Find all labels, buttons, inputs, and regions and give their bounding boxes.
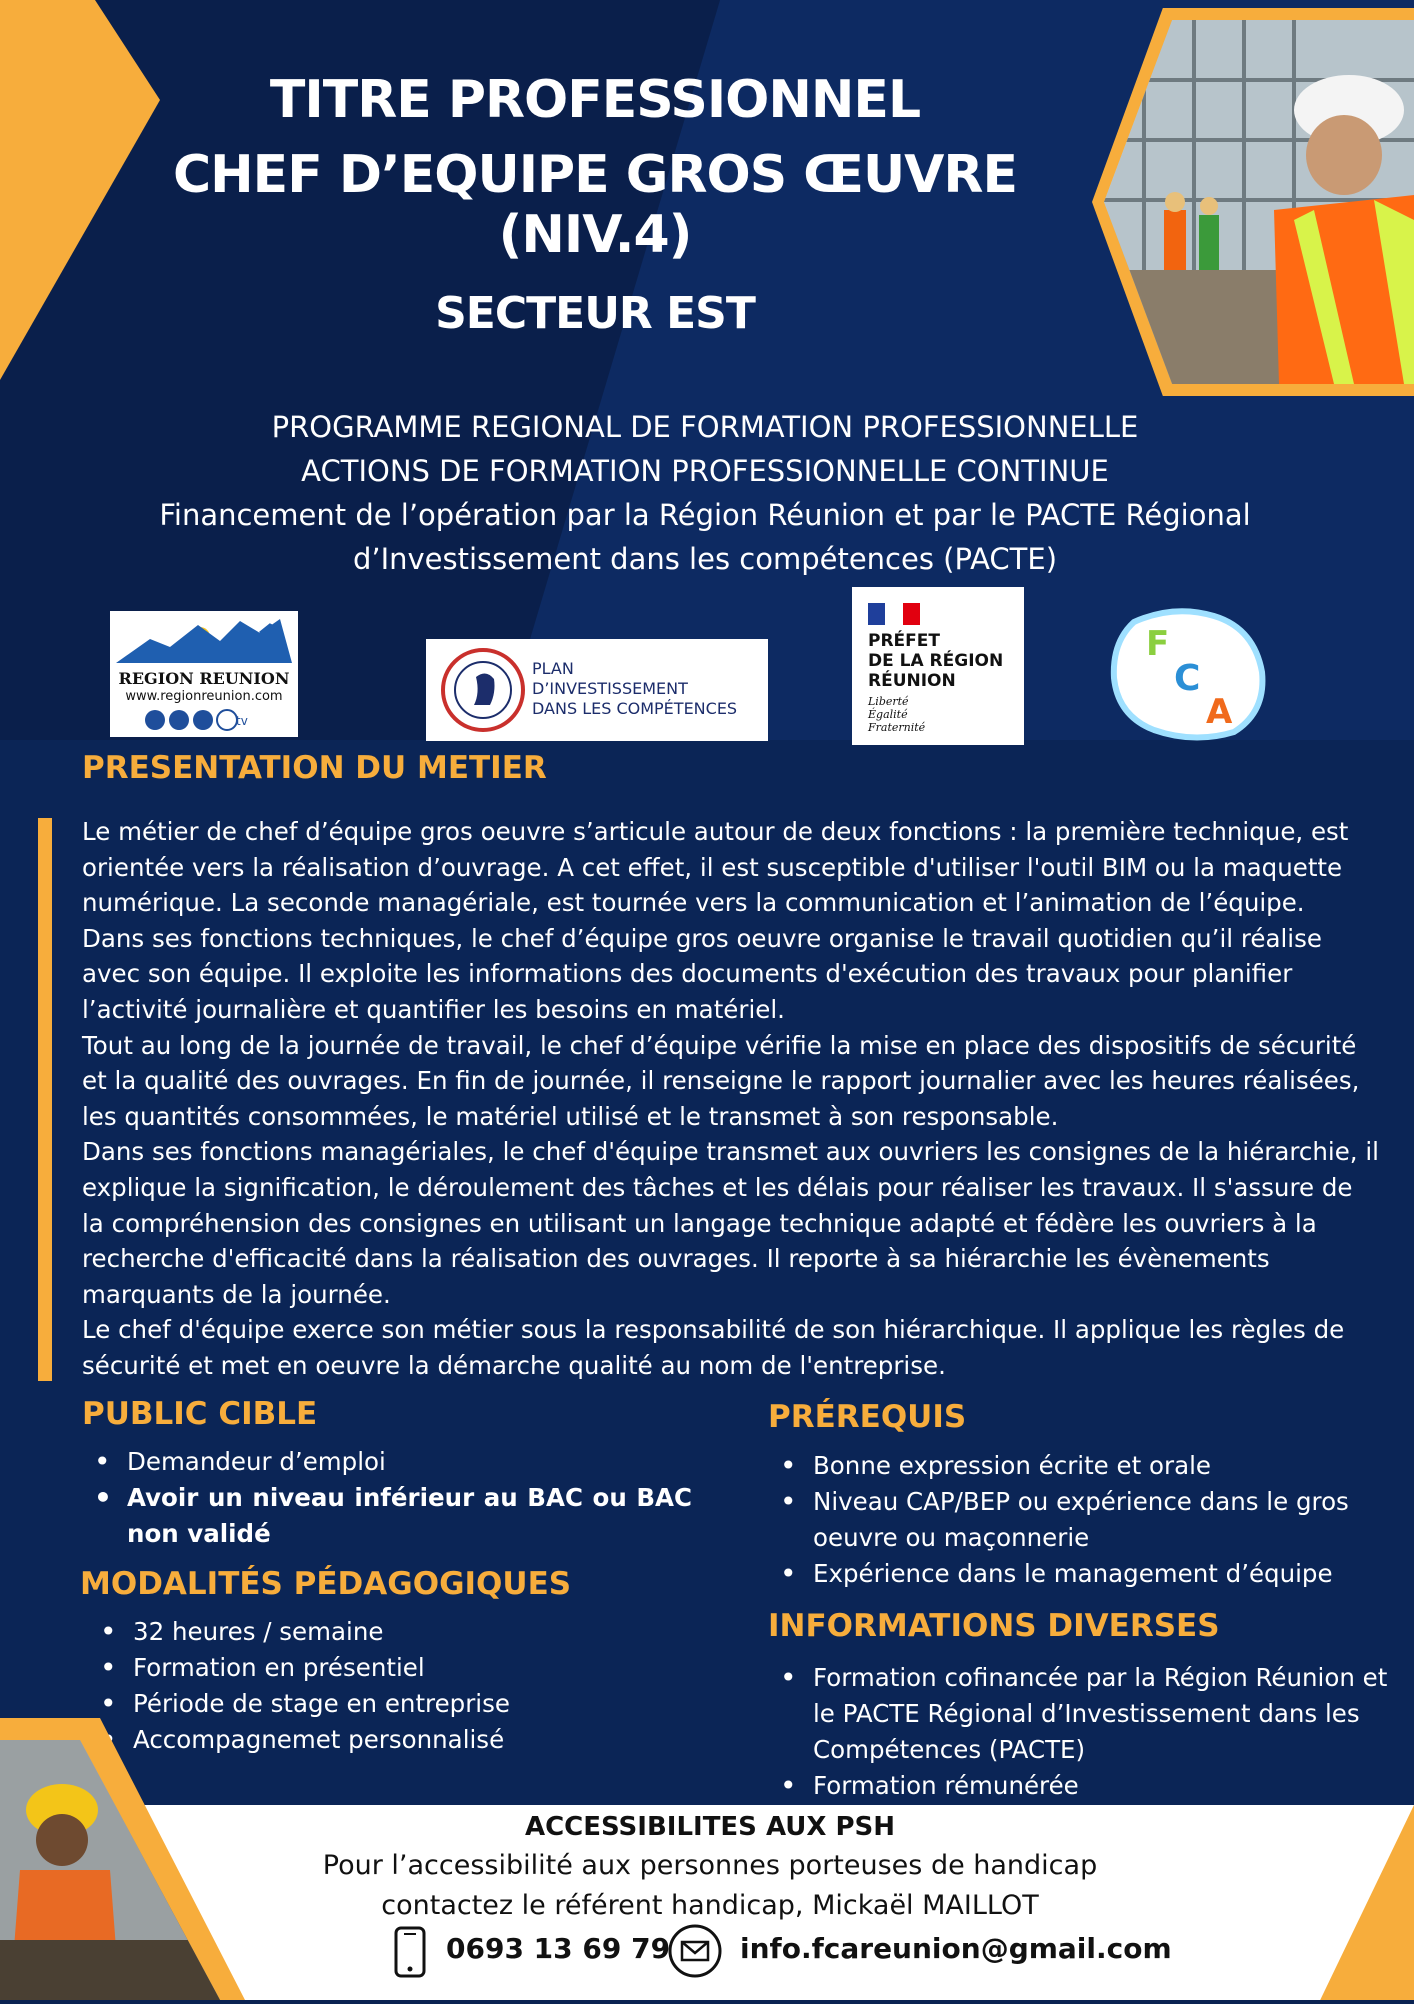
list-item: • Expérience dans le management d’équipe [768, 1556, 1388, 1592]
social-media-icons [144, 709, 264, 731]
program-line-1: PROGRAMME REGIONAL DE FORMATION PROFESSIONNELLE [271, 410, 1139, 444]
presentation-title: PRESENTATION DU METIER [82, 750, 547, 786]
public-cible-title: PUBLIC CIBLE [82, 1396, 318, 1432]
accessibility-title: ACCESSIBILITES AUX PSH [524, 1812, 896, 1842]
marianne-seal-icon [440, 647, 526, 733]
fca-letter-f: F [1146, 624, 1170, 664]
program-description [80, 405, 1330, 581]
list-item: • Période de stage en entreprise [88, 1686, 698, 1722]
prefet-line-3: RÉUNION [868, 671, 956, 691]
fca-letter-a: A [1206, 692, 1233, 732]
presentation-accent-bar [38, 818, 52, 1381]
phone-number[interactable]: 0693 13 69 79 [446, 1932, 671, 1965]
program-line-2: ACTIONS DE FORMATION PROFESSIONNELLE CONTINUE [301, 454, 1109, 488]
presentation-paragraph-1: Le métier de chef d’équipe gros oeuvre s’articule autour de deux fonctions : la première technique, est orientée vers la réalisation d’ouvrage. A cet effet, il est susceptible d'utiliser l'outil BIM ou la maquette numérique. La seconde managériale, est tournée vers la communication et l’animation de l’équipe. [82, 817, 1349, 918]
presentation-paragraph-3: Tout au long de la journée de travail, le chef d’équipe vérifie la mise en place des dispositifs de sécurité et la qualité des ouvrages. En fin de journée, il renseigne le rapport journalier avec les heures réalisées, les quantités consommées, le matériel utilisé et le transmet à son responsable. [82, 1030, 1360, 1131]
public-cible-list [82, 1444, 692, 1552]
prefet-motto [868, 695, 925, 734]
list-item: • Avoir un niveau inférieur au BAC ou BAC non validé [82, 1480, 692, 1552]
prefet-line-2: DE LA RÉGION [868, 651, 1004, 671]
region-reunion-logo [110, 611, 298, 737]
prerequis-list [768, 1448, 1388, 1592]
modalites-title: MODALITÉS PÉDAGOGIQUES [80, 1566, 572, 1602]
list-item: • Accompagnemet personnalisé [88, 1722, 698, 1758]
french-flag-icon [868, 603, 920, 625]
list-item: • 32 heures / semaine [88, 1614, 698, 1650]
pic-logo-text [532, 659, 737, 719]
fca-logo [1104, 602, 1270, 746]
prefet-motto-3: Fraternité [868, 721, 926, 734]
title-line-2: CHEF D’EQUIPE GROS ŒUVRE (NIV.4) [173, 145, 1017, 265]
pic-line-3: DANS LES COMPÉTENCES [532, 699, 738, 718]
list-item: • Formation en présentiel [88, 1650, 698, 1686]
region-logo-name: REGION REUNION [118, 669, 290, 688]
phone-icon [392, 1926, 428, 1978]
prefet-logo-text [868, 631, 1003, 691]
svg-text:tv: tv [236, 714, 248, 728]
list-item: • Bonne expression écrite et orale [768, 1448, 1388, 1484]
accessibility-line-2: contactez le référent handicap, Mickaël MAILLOT [381, 1890, 1039, 1921]
prefet-logo [852, 587, 1024, 745]
informations-list [768, 1660, 1404, 1804]
region-mountain-icon [110, 611, 298, 671]
prefet-line-1: PRÉFET [868, 631, 940, 651]
program-line-3: Financement de l’opération par la Région Réunion et par le PACTE Régional [159, 498, 1251, 532]
prefet-motto-2: Égalité [868, 708, 908, 721]
accessibility-line-1: Pour l’accessibilité aux personnes porteuses de handicap [322, 1850, 1098, 1881]
email-address[interactable]: info.fcareunion@gmail.com [740, 1932, 1172, 1965]
sector-title: SECTEUR EST [435, 288, 755, 339]
prerequis-title: PRÉREQUIS [768, 1399, 967, 1435]
list-item: • Formation cofinancée par la Région Réunion et le PACTE Régional d’Investissement dans les Compétences (PACTE) [768, 1660, 1404, 1768]
presentation-paragraph-2: Dans ses fonctions techniques, le chef d’équipe gros oeuvre organise le travail quotidien qu’il réalise avec son équipe. Il exploite les informations des documents d'exécution des travaux pour planifier l’activité journalière et quantifier les besoins en matériel. [82, 923, 1322, 1024]
presentation-paragraph-4: Dans ses fonctions managériales, le chef d'équipe transmet aux ouvriers les consignes de la hiérarchie, il explique la signification, le déroulement des tâches et les délais pour réaliser les travaux. Il s'assure de la compréhension des consignes en utilisant un langage technique adapté et fédère les ouvriers à la recherche d'efficacité dans la réalisation des ouvrages. Il reporte à sa hiérarchie les évènements marquants de la journée. [82, 1137, 1379, 1309]
informations-title: INFORMATIONS DIVERSES [768, 1608, 1220, 1644]
prefet-motto-1: Liberté [868, 695, 909, 708]
pic-line-1: PLAN [532, 659, 574, 678]
presentation-paragraph-5: Le chef d'équipe exerce son métier sous la responsabilité de son hiérarchique. Il applique les règles de sécurité et met en oeuvre la démarche qualité au nom de l'entreprise. [82, 1315, 1345, 1380]
program-line-4: d’Investissement dans les compétences (PACTE) [352, 542, 1058, 576]
mail-icon [668, 1924, 722, 1978]
title-line-1: TITRE PROFESSIONNEL [269, 70, 921, 130]
pic-line-2: D’INVESTISSEMENT [532, 679, 688, 698]
pic-logo [426, 639, 768, 741]
list-item: • Demandeur d’emploi [82, 1444, 692, 1480]
modalites-list [88, 1614, 698, 1758]
social-icons [144, 709, 264, 731]
list-item: • Formation rémunérée [768, 1768, 1404, 1804]
region-logo-url: www.regionreunion.com [125, 689, 283, 704]
list-item: • Niveau CAP/BEP ou expérience dans le gros oeuvre ou maçonnerie [768, 1484, 1388, 1556]
presentation-text [82, 814, 1382, 1384]
fca-letter-c: C [1174, 658, 1201, 699]
